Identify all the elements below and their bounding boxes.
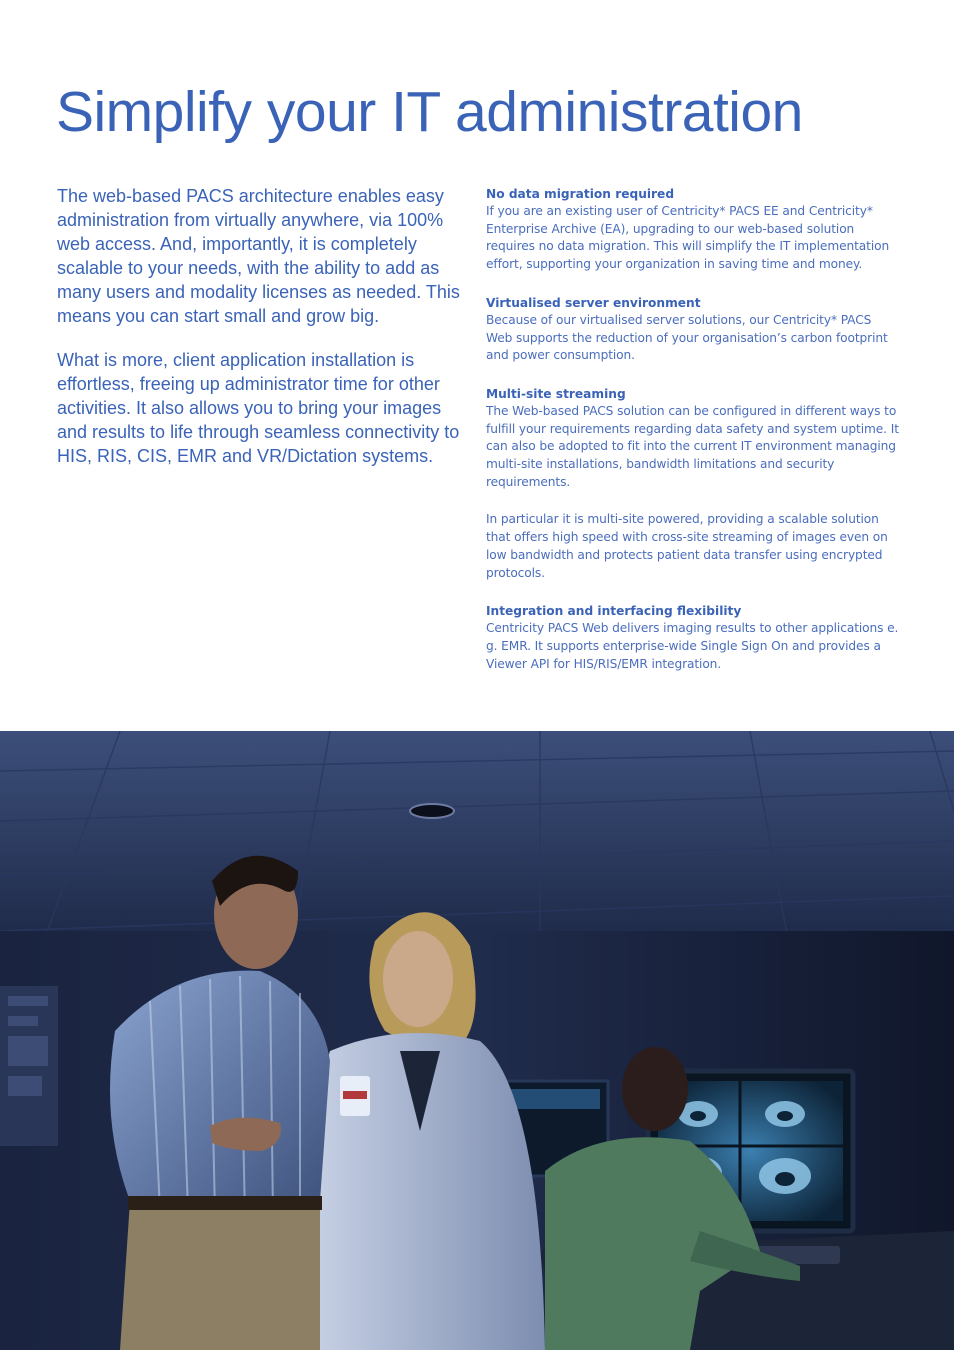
- man-hand: [210, 1118, 281, 1151]
- intro-paragraph-2: What is more, client application installation is effortless, freeing up administrator time for other activities. It also allows you to bring your images and results to life through seamless connectivity to HIS, RIS, CIS, EMR and VR/Dictation systems.: [57, 350, 460, 466]
- ceiling-light: [410, 804, 454, 818]
- section-no-data-migration: [486, 185, 901, 274]
- section-heading: Integration and interfacing flexibility: [486, 604, 742, 619]
- section-heading: No data migration required: [486, 187, 675, 201]
- section-virtualised-server: [486, 294, 901, 365]
- section-multi-site-streaming: [486, 385, 901, 492]
- man-trousers: [120, 1201, 320, 1350]
- section-heading: Virtualised server environment: [486, 295, 701, 310]
- section-body: The Web-based PACS solution can be configured in different ways to fulfill your requirements regarding data safety and system uptime. It can also be adopted to fit into the current IT environment managing multi-site installations, bandwidth limitations and security requirements.: [486, 403, 899, 489]
- page-title: Simplify your IT administration: [56, 80, 803, 144]
- section-body: In particular it is multi-site powered, providing a scalable solution that offers high speed with cross-site streaming of images even on low bandwidth and protects patient data transfer using encrypted protocols.: [486, 512, 888, 580]
- section-body: If you are an existing user of Centricity* PACS EE and Centricity* Enterprise Archive (EA), upgrading to our web-based solution requires no data migration. This will simplify the IT implementation effort, supporting your organization in saving time and money.: [486, 204, 890, 272]
- section-heading: Multi-site streaming: [486, 386, 626, 401]
- section-multi-site-continued: [486, 511, 901, 582]
- man-shirt: [110, 971, 330, 1215]
- feature-column: [486, 185, 901, 693]
- section-body: Because of our virtualised server solutions, our Centricity* PACS Web supports the reduction of your organisation’s carbon footprint and power consumption.: [486, 312, 888, 363]
- ceiling: [0, 731, 954, 951]
- intro-paragraph-1: The web-based PACS architecture enables easy administration from virtually anywhere, via 100% web access. And, importantly, it is completely scalable to your needs, with the ability to add as many users and modality licenses as needed. This means you can start small and grow big.: [57, 186, 460, 326]
- woman-face: [383, 931, 453, 1027]
- section-body: Centricity PACS Web delivers imaging results to other applications e. g. EMR. It supports enterprise-wide Single Sign On and provides a Viewer API for HIS/RIS/EMR integration.: [486, 621, 899, 671]
- seated-man-head: [622, 1047, 688, 1131]
- intro-text: [57, 184, 469, 488]
- clinicians-photo: [0, 731, 954, 1350]
- section-integration: [486, 602, 901, 673]
